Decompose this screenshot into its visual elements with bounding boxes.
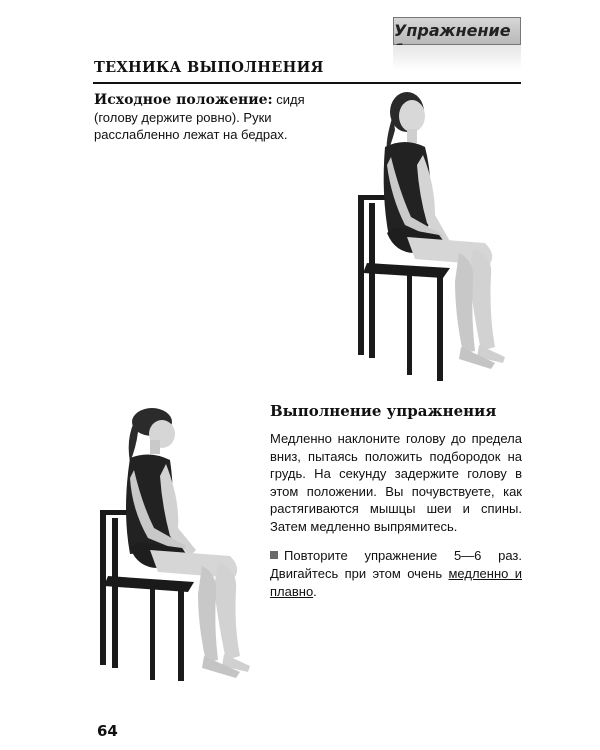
- title-divider: [93, 82, 521, 84]
- bullet-square-icon: [270, 551, 278, 559]
- page-number: 64: [97, 722, 118, 740]
- start-position-label: Исходное положение:: [94, 92, 273, 108]
- execution-text: Медленно наклоните голову до предела вниз, пытаясь положить подбородок на грудь. На секунду задержите голову в этом положении. Вы почувствуете, как растягиваются мышцы шеи и спины. Затем медленно выпрямитесь.: [270, 431, 522, 534]
- repeat-instruction: [270, 547, 522, 601]
- exercise-badge: [393, 17, 521, 45]
- start-position-paragraph: [94, 91, 329, 143]
- section-title: ТЕХНИКА ВЫПОЛНЕНИЯ: [94, 59, 324, 76]
- repeat-text: Повторите упражнение 5—6 раз. Двигайтесь при этом очень: [270, 548, 522, 581]
- start-position-text: сидя (голову держите ровно). Руки расслабленно лежат на бедрах.: [94, 92, 305, 142]
- exercise-label: Упражнение: [394, 21, 511, 40]
- woman-seated-upright-photo: [355, 85, 525, 385]
- repeat-end: .: [313, 584, 317, 599]
- execution-title: Выполнение упражнения: [270, 402, 497, 420]
- woman-seated-head-down-photo: [90, 400, 265, 690]
- repeat-emphasis: медленно и плавно: [270, 566, 522, 599]
- exercise-badge-shadow: [393, 45, 521, 71]
